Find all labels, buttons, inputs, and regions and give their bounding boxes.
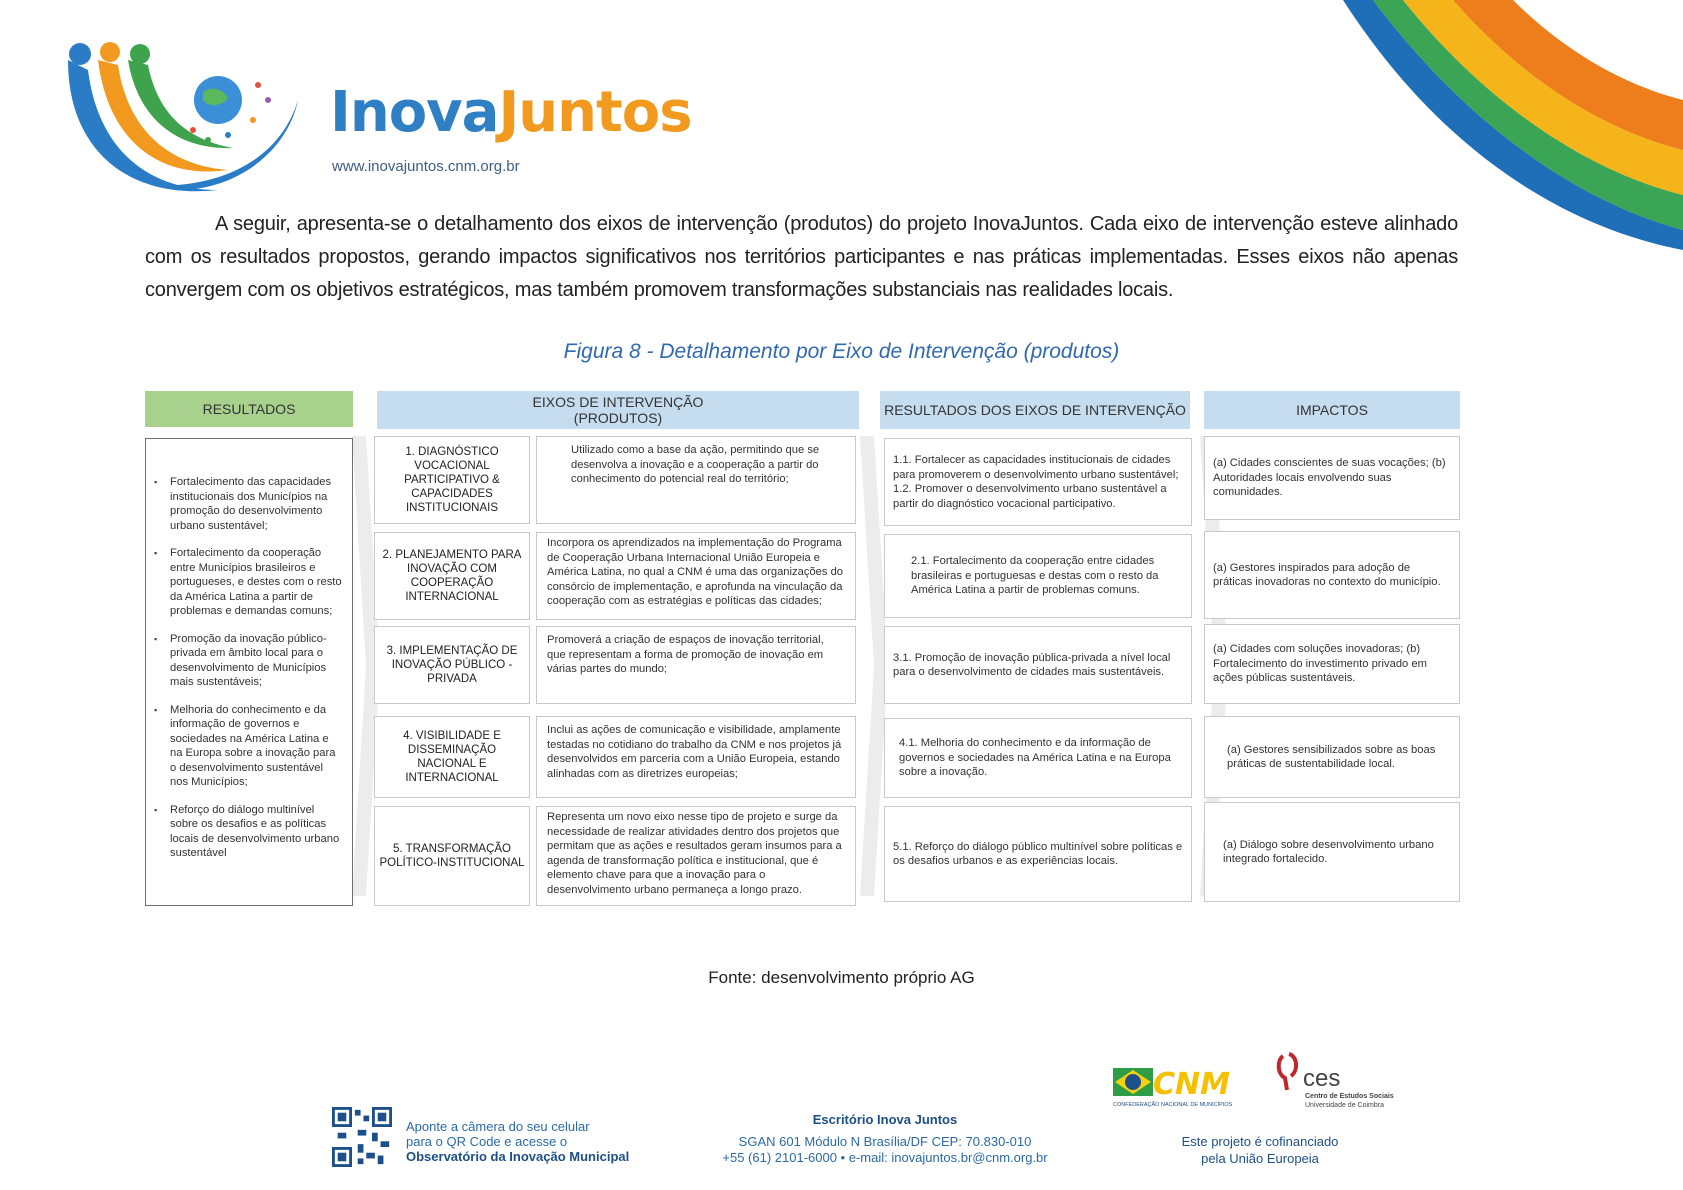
resultado-item: ▪ Promoção da inovação público-privada em âmbito local para o desenvolvimento de Municípios mais sustentáveis; [154,632,344,690]
resultado-item: ▪ Reforço do diálogo multinível sobre os desafios e as políticas locais de desenvolvimento urbano sustentável [154,803,344,861]
eixo-impacto-1: (a) Cidades conscientes de suas vocações; (b) Autoridades locais envolvendo suas comunidades. [1204,436,1460,520]
ces-logo-line1: Centro de Estudos Sociais [1305,1093,1394,1100]
cnm-logo-text: CNM [1153,1067,1230,1102]
cofinance-note [1160,1133,1360,1167]
brand-name-part2: Juntos [498,80,692,145]
inovajuntos-logo-icon [58,40,308,205]
brand-name [330,80,692,145]
eixo-desc-5: Representa um novo eixo nesse tipo de projeto e surge da necessidade de realizar atividades dentro dos projetos que permitam que as ações e resultados geram insumos para a agenda de transformação política e institucional, que é elemento chave para que a inovação para o desenvolvimento urbano permaneça a longo prazo. [536,806,856,906]
cnm-logo-icon [1113,1060,1249,1120]
source-note: Fonte: desenvolvimento próprio AG [708,968,975,987]
eixos-figure [140,386,1460,906]
office-title: Escritório Inova Juntos [812,1112,958,1127]
eixo-title-1: 1. DIAGNÓSTICO VOCACIONAL PARTICIPATIVO & CAPACIDADES INSTITUCIONAIS [374,436,530,524]
eixo-impacto-5: (a) Diálogo sobre desenvolvimento urbano integrado fortalecido. [1204,802,1460,902]
eixo-title-4: 4. VISIBILIDADE E DISSEMINAÇÃO NACIONAL E INTERNACIONAL [374,716,530,798]
cnm-logo-subtitle: CONFEDERAÇÃO NACIONAL DE MUNICÍPIOS [1113,1102,1233,1108]
resultado-item: ▪ Melhoria do conhecimento e da informação de governos e sociedades na América Latina e na Europa sobre a inovação para o desenvolvimento sustentável nos Municípios; [154,703,344,790]
eixo-resultado-5: 5.1. Reforço do diálogo público multinível sobre políticas e os desafios urbanos e as experiências locais. [884,806,1192,902]
brand-url[interactable]: www.inovajuntos.cnm.org.br [332,158,520,175]
qr-instructions [406,1119,629,1164]
cofinance-line-2: pela União Europeia [1201,1151,1319,1166]
eixo-resultado-4: 4.1. Melhoria do conhecimento e da informação de governos e sociedades na América Latina e na Europa sobre a inovação. [884,718,1192,798]
ces-logo-icon [1275,1050,1405,1120]
office-address: SGAN 601 Módulo N Brasília/DF CEP: 70.830-010 [738,1134,1032,1149]
eixo-desc-3: Promoverá a criação de espaços de inovação territorial, que representam a forma de promoção de inovação em várias partes do mundo; [536,626,856,704]
resultado-item: ▪ Fortalecimento da cooperação entre Municípios brasileiros e portugueses, e destes com o resto da América Latina a partir de problemas e demandas comuns; [154,546,344,619]
brand-name-part1: Inova [330,80,499,145]
qr-line-1: Aponte a câmera do seu celular [406,1119,590,1134]
header-eixos-label: EIXOS DE INTERVENÇÃO (PRODUTOS) [532,394,704,426]
eixo-title-5: 5. TRANSFORMAÇÃO POLÍTICO-INSTITUCIONAL [374,806,530,906]
intro-paragraph: A seguir, apresenta-se o detalhamento dos eixos de intervenção (produtos) do projeto InovaJuntos. Cada eixo de intervenção esteve alinhado com os resultados propostos, gerando impactos significativos nos territórios participantes e nas práticas implementadas. Esses eixos não apenas convergem com os objetivos estratégicos, mas também promovem transformações substanciais nas realidades locais. [145,213,1458,301]
header-impactos: IMPACTOS [1204,391,1460,429]
eixo-resultado-1: 1.1. Fortalecer as capacidades institucionais de cidades para promoverem o desenvolvimento urbano sustentável; 1.2. Promover o desenvolvimento urbano sustentável a partir do diagnóstico vocacional participativo. [884,438,1192,526]
office-info [690,1112,1080,1166]
resultados-list-box [145,438,353,906]
figure-caption: Figura 8 - Detalhamento por Eixo de Intervenção (produtos) [563,340,1120,363]
eixo-desc-4: Inclui as ações de comunicação e visibilidade, amplamente testadas no cotidiano do trabalho da CNM e nos projetos já desenvolvidos em parceria com a União Europeia, estando alinhadas com as diretrizes europeias; [536,716,856,798]
eixo-impacto-4: (a) Gestores sensibilizados sobre as boas práticas de sustentabilidade local. [1204,716,1460,798]
office-contact: +55 (61) 2101-6000 • e-mail: inovajuntos.br@cnm.org.br [722,1150,1048,1165]
ces-logo-text: ces [1303,1065,1341,1092]
eixo-title-3: 3. IMPLEMENTAÇÃO DE INOVAÇÃO PÚBLICO - PRIVADA [374,626,530,704]
eixo-resultado-3: 3.1. Promoção de inovação pública-privada a nível local para o desenvolvimento de cidades mais sustentáveis. [884,626,1192,704]
eixo-desc-2: Incorpora os aprendizados na implementação do Programa de Cooperação Urbana Internacional União Europeia e América Latina, no qual a CNM é uma das organizações do consórcio de implementação, e aprofunda na vinculação da cooperação com as estratégias e políticas das cidades; [536,532,856,620]
eixo-desc-1: Utilizado como a base da ação, permitindo que se desenvolva a inovação e a cooperação a partir do conhecimento do potencial real do território; [536,436,856,524]
header-eixos [377,391,859,429]
header-resultados-eixos: RESULTADOS DOS EIXOS DE INTERVENÇÃO [880,391,1190,429]
qr-line-2: para o QR Code e acesse o [406,1134,568,1149]
header-resultados: RESULTADOS [145,391,353,427]
eixo-impacto-3: (a) Cidades com soluções inovadoras; (b) Fortalecimento do investimento privado em ações públicas sustentáveis. [1204,624,1460,704]
eixo-resultado-2: 2.1. Fortalecimento da cooperação entre cidades brasileiras e portuguesas e destas com o resto da América Latina a partir de problemas comuns. [884,534,1192,618]
qr-line-3[interactable]: Observatório da Inovação Municipal [406,1149,630,1164]
qr-code-icon[interactable] [332,1107,392,1167]
cofinance-line-1: Este projeto é cofinanciado [1181,1134,1339,1149]
eixo-title-2: 2. PLANEJAMENTO PARA INOVAÇÃO COM COOPERAÇÃO INTERNACIONAL [374,532,530,620]
ces-logo-line2: Universidade de Coimbra [1305,1102,1384,1109]
resultado-item: ▪ Fortalecimento das capacidades institucionais dos Municípios na promoção do desenvolvimento urbano sustentável; [154,475,344,533]
eixo-impacto-2: (a) Gestores inspirados para adoção de práticas inovadoras no contexto do município. [1204,531,1460,619]
